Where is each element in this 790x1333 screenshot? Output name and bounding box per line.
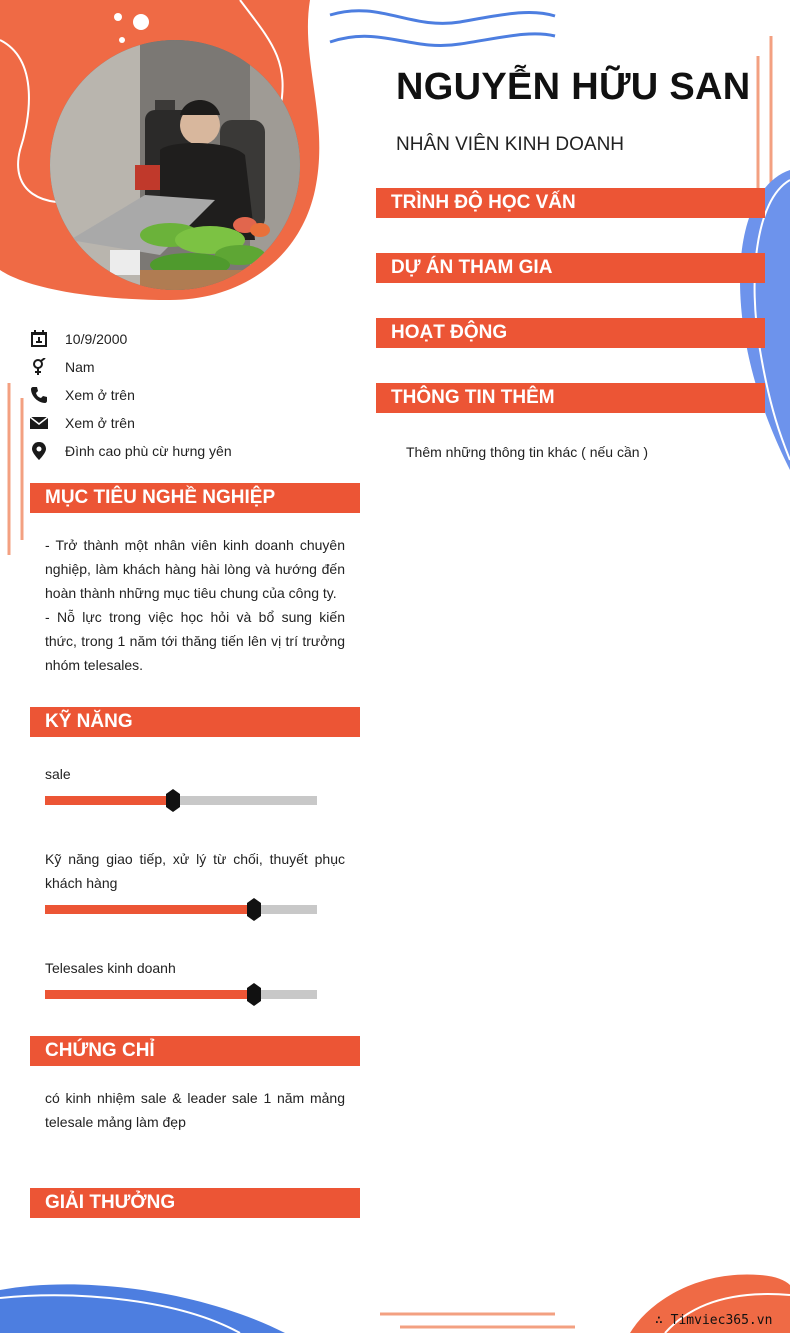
skill-marker-icon [247,898,261,921]
phone-icon [30,386,48,404]
email-value: Xem ở trên [65,415,135,431]
section-education-header: TRÌNH ĐỘ HỌC VẤN [376,188,765,218]
skill-bar-fill [45,905,254,914]
additional-info-text: Thêm những thông tin khác ( nếu cần ) [406,444,649,460]
certificates-text: có kinh nhiệm sale & leader sale 1 năm mảng telesale mảng làm đẹp [45,1090,345,1130]
profile-photo [50,40,300,290]
location-pin-icon [30,442,48,460]
section-activities-header: HOẠT ĐỘNG [376,318,765,348]
objective-line: - Nỗ lực trong việc học hỏi và bổ sung kiến thức, trong 1 năm tới thăng tiến lên vị trí trưởng nhóm telesales. [45,609,345,673]
objective-text [45,533,345,677]
gender-icon [30,358,48,376]
footer-brand: ∴ Timviec365.vn [655,1313,773,1328]
candidate-name: NGUYỄN HỮU SAN [396,66,751,108]
skill-marker-icon [166,789,180,812]
objective-line: - Trở thành một nhân viên kinh doanh chuyên nghiệp, làm khách hàng hài lòng và hướng đến hoàn thành những mục tiêu chung của công ty. [45,537,345,601]
section-additional-header: THÔNG TIN THÊM [376,383,765,413]
section-certificates-header: CHỨNG CHỈ [30,1036,360,1066]
skill-bar-fill [45,796,173,805]
skill-bar [45,905,317,914]
skill-label: Telesales kinh doanh [45,960,176,976]
skill-bar-fill [45,990,254,999]
address-value: Đình cao phù cừ hưng yên [65,443,232,459]
skill-marker-icon [247,983,261,1006]
phone-value: Xem ở trên [65,387,135,403]
gender-value: Nam [65,359,95,375]
mail-icon [30,414,48,432]
section-objective-header: MỤC TIÊU NGHỀ NGHIỆP [30,483,360,513]
skill-bar [45,990,317,999]
birthday-value: 10/9/2000 [65,331,128,347]
skill-label: Kỹ năng giao tiếp, xử lý từ chối, thuyết phục khách hàng [45,851,345,891]
section-projects-header: DỰ ÁN THAM GIA [376,253,765,283]
section-awards-header: GIẢI THƯỞNG [30,1188,360,1218]
skill-bar [45,796,317,805]
calendar-icon [30,330,48,348]
job-title: NHÂN VIÊN KINH DOANH [396,134,625,155]
skill-label: sale [45,766,71,782]
section-skills-header: KỸ NĂNG [30,707,360,737]
